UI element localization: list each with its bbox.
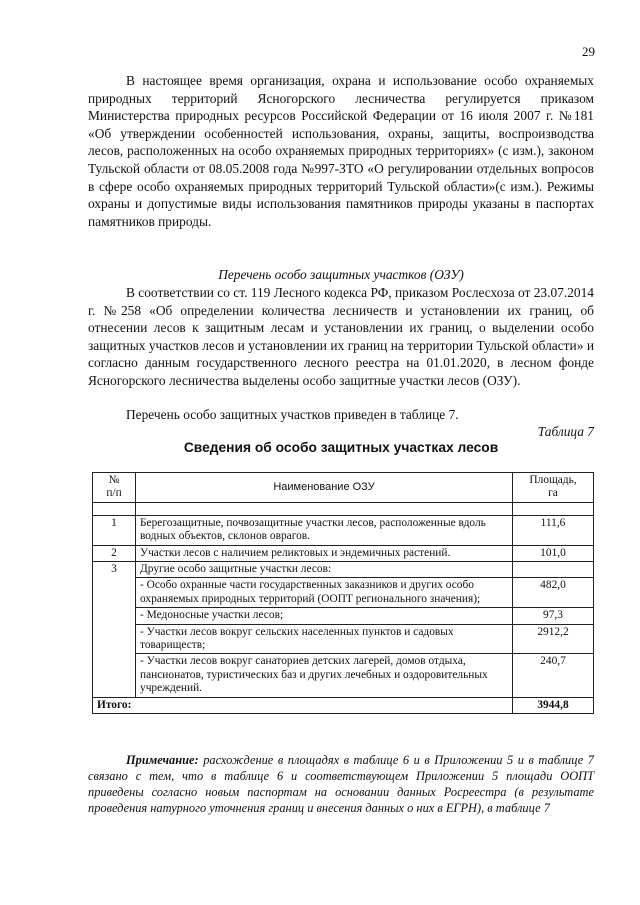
note-paragraph [88,752,594,816]
table-row [93,545,594,561]
note-text: расхождение в площадях в таблице 6 и в Приложении 5 и в таблице 7 связано с тем, что в таблице 6 и соответствующем Приложении 5 площади ООПТ приведены согласно новым паспортам на основании данных Росреестра (в результате проведения натурного уточнения границ и внесения данных о них в ЕГРН), в таблице 7 [88,753,594,815]
row-name: - Участки лесов вокруг санаториев детских лагерей, домов отдыха, пансионатов, туристических баз и других лечебных и оздоровительных учреждений. [136,654,513,697]
row-area: 482,0 [513,578,594,608]
table-row [93,515,594,545]
table-row [93,578,594,608]
row-area: 97,3 [513,608,594,624]
table-label: Таблица 7 [537,424,594,439]
intro-paragraph: В настоящее время организация, охрана и использование особо охраняемых природных территорий Ясногорского лесничества регулируется приказом Министерства природных ресурсов Российской Федерации от 16 июля 2007 г. №181 «Об утверждении особенностей использования, охраны, защиты, воспроизводства лесов, расположенных на особо охраняемых природных территориях» (с изм.), законом Тульской области от 08.05.2008 года №997-ЗТО «О регулировании отдельных вопросов в сфере особо охраняемых природных территорий Тульской области»(с изм.). Режимы охраны и допустимые виды использования памятников природы указаны в паспортах памятников природы. [88,73,594,229]
table-row [93,654,594,697]
page-number: 29 [582,44,595,59]
section-title: Перечень особо защитных участков (ОЗУ) [218,267,464,282]
row-area: 240,7 [513,654,594,697]
ozu-table [92,472,594,714]
row-number: 1 [93,515,136,545]
header-number-line1: № [108,474,120,486]
note-label: Примечание: [126,753,199,767]
row-number: 2 [93,545,136,561]
table-row [93,562,594,578]
row-name: - Участки лесов вокруг сельских населенных пунктов и садовых товариществ; [136,624,513,654]
total-label: Итого: [93,697,513,713]
row-name: - Особо охранные части государственных заказников и других особо охраняемых природных территорий (ООПТ регионального значения); [136,578,513,608]
row-area: 2912,2 [513,624,594,654]
table-reference-paragraph: Перечень особо защитных участков приведен в таблице 7. [126,407,459,422]
header-number [93,473,136,503]
row-name: Другие особо защитные участки лесов: [136,562,513,578]
table-row [93,608,594,624]
table-spacer-row [93,502,594,515]
table-title: Сведения об особо защитных участках лесов [183,440,499,455]
table-row [93,624,594,654]
table-header-row [93,473,594,503]
row-area [513,562,594,578]
header-area-line1: Площадь, [529,474,577,486]
row-number: 3 [93,562,136,698]
row-name: Берегозащитные, почвозащитные участки лесов, расположенные вдоль водных объектов, склонов оврагов. [136,515,513,545]
header-name: Наименование ОЗУ [136,473,513,503]
ozu-paragraph: В соответствии со ст. 119 Лесного кодекса РФ, приказом Рослесхоза от 23.07.2014 г. №258 «Об определении количества лесничеств и установлении их границ, об отнесении лесов к защитным лесам и установлении их границ, о выделении особо защитных участков лесов и установлении их границ на территории Тульской области» и согласно данным государственного лесного реестра на 01.01.2020, в лесном фонде Ясногорского лесничества выделены особо защитные участки лесов (ОЗУ). [88,285,594,388]
header-number-line2: п/п [106,487,122,500]
row-area: 111,6 [513,515,594,545]
total-value: 3944,8 [513,697,594,713]
row-name: Участки лесов с наличием реликтовых и эндемичных растений. [136,545,513,561]
row-name: - Медоносные участки лесов; [136,608,513,624]
row-area: 101,0 [513,545,594,561]
table-total-row [93,697,594,713]
header-area-line2: га [548,487,558,500]
header-area [513,473,594,503]
